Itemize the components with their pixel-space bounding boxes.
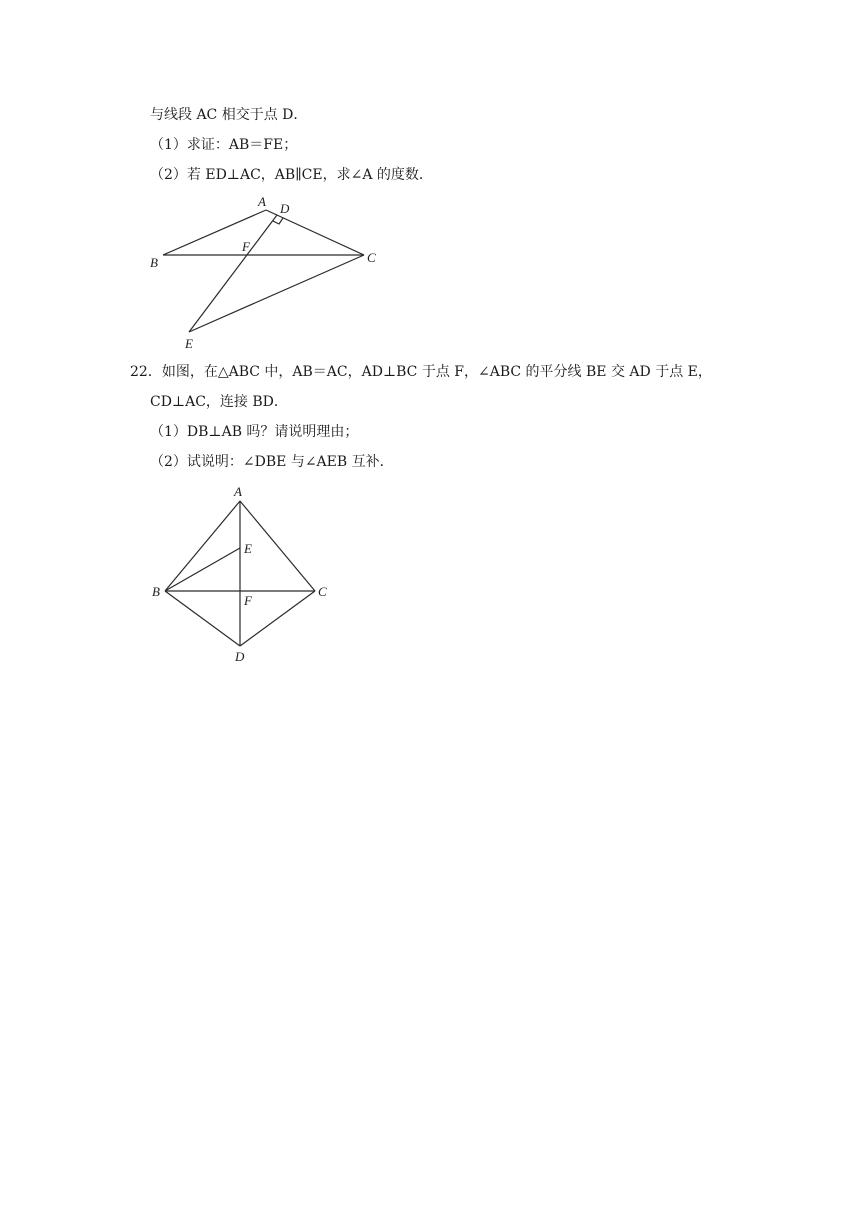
q21-part1: （1）求证：AB＝FE；	[150, 137, 298, 153]
label-e: E	[244, 541, 252, 556]
label-e: E	[185, 336, 193, 350]
label-f: F	[244, 593, 252, 608]
segment-bd	[165, 591, 240, 646]
label-b: B	[152, 584, 160, 599]
q21-figure	[140, 190, 390, 350]
segment-ac	[266, 210, 364, 255]
segment-ab	[163, 210, 266, 255]
q22-line2: CD⊥AC，连接 BD．	[150, 394, 288, 410]
label-f: F	[242, 239, 250, 254]
q22-line1: 22．如图，在△ABC 中，AB＝AC，AD⊥BC 于点 F，∠ABC 的平分线 BE 交 AD 于点 E，	[130, 364, 712, 380]
q22-part2: （2）试说明：∠DBE 与∠AEB 互补．	[150, 454, 394, 470]
label-b: B	[150, 255, 158, 270]
label-a: A	[258, 194, 266, 209]
q21-geometry-diagram	[140, 190, 390, 350]
q21-intro-line: 与线段 AC 相交于点 D．	[150, 107, 308, 123]
q22-part1: （1）DB⊥AB 吗？请说明理由；	[150, 424, 359, 440]
segment-ab	[165, 501, 240, 591]
label-c: C	[367, 250, 376, 265]
label-c: C	[318, 584, 327, 599]
q22-geometry-diagram	[140, 478, 340, 668]
q21-part2: （2）若 ED⊥AC，AB∥CE，求∠A 的度数．	[150, 167, 433, 183]
segment-ed	[189, 215, 277, 332]
label-a: A	[234, 484, 242, 499]
q22-figure	[140, 478, 340, 668]
label-d: D	[235, 649, 245, 664]
segment-be	[165, 548, 240, 591]
segment-ec	[189, 255, 364, 332]
label-d: D	[280, 201, 290, 216]
